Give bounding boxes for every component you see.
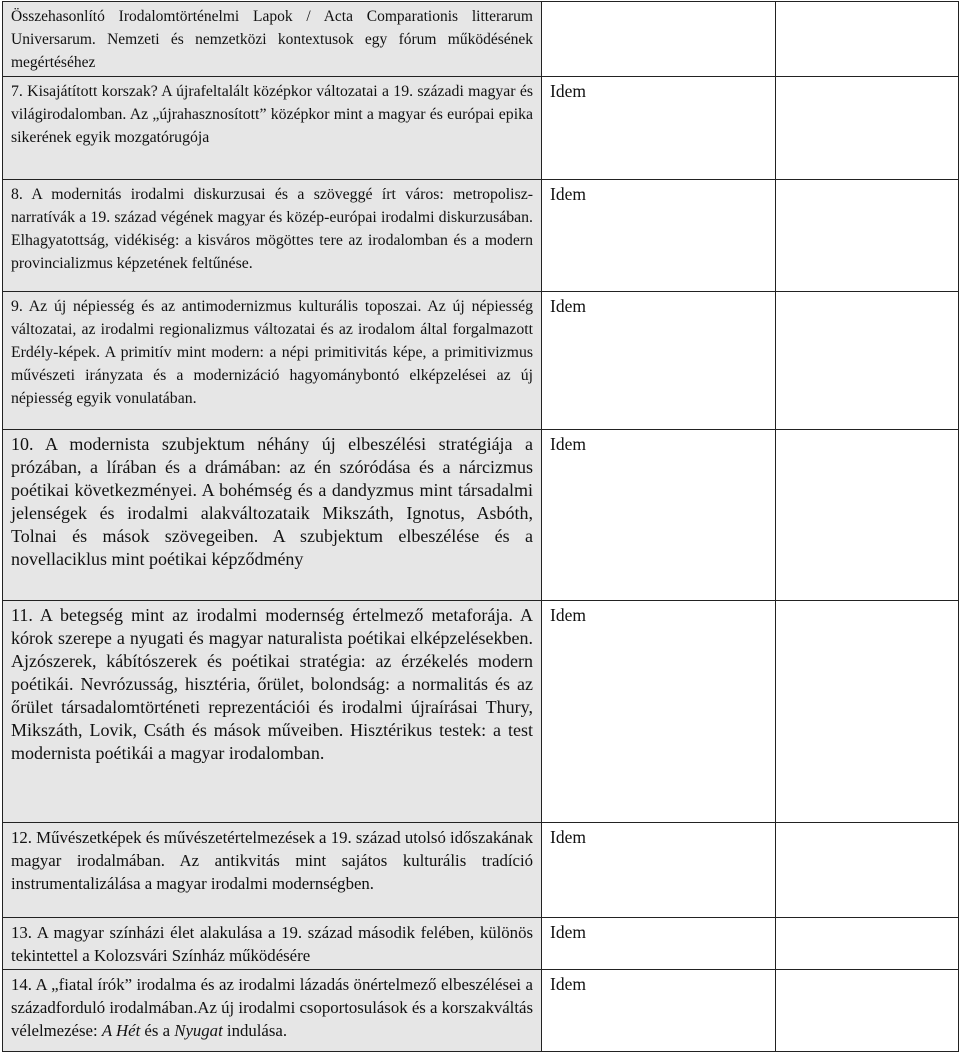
table-row [3,180,959,292]
empty-cell [776,77,959,180]
journal-title-nyugat: Nyugat [174,1021,223,1040]
journal-title-a-het: A Hét [101,1021,141,1040]
topic-cell: 13. A magyar színházi élet alakulása a 19. század második felében, különös tekintettel a Kolozsvári Színház működésére [3,918,542,970]
empty-cell [776,970,959,1052]
topic-cell: 11. A betegség mint az irodalmi modernség értelmező metaforája. A kórok szerepe a nyugati és magyar naturalista poétikai elképzelésekben. Ajzószerek, kábítószerek és poétikai stratégia: az érzékelés modern poétikái. Nevrózusság, hisztéria, őrület, bolondság: a normalitás és az őrület társadalomtörténeti reprezentációi és irodalmi újraírásai Thury, Mikszáth, Lovik, Csáth és mások műveiben. Hisztérikus testek: a test modernista poétikái a magyar irodalomban. [3,601,542,823]
reference-cell: Idem [542,430,776,601]
table-row [3,430,959,601]
topic-text: és a [140,1021,175,1040]
topic-cell: 10. A modernista szubjektum néhány új elbeszélési stratégiája a prózában, a lírában és a drámában: az én szóródása és a nárcizmus poétikai következményei. A bohémség és a dandyzmus mint társadalmi jelenségek és irodalmi alakváltozataik Mikszáth, Ignotus, Asbóth, Tolnai és mások szövegeiben. A szubjektum elbeszélése és a novellaciklus mint poétikai képződmény [3,430,542,601]
reference-cell: Idem [542,77,776,180]
empty-cell [776,823,959,918]
topic-cell: 7. Kisajátított korszak? A újrafeltalált középkor változatai a 19. századi magyar és világirodalomban. Az „újrahasznosított” középkor mint a magyar és európai epika sikerének egyik mozgatórugója [3,77,542,180]
syllabus-table [2,1,959,1052]
empty-cell [776,2,959,77]
reference-cell: Idem [542,601,776,823]
reference-cell: Idem [542,970,776,1052]
reference-cell: Idem [542,918,776,970]
reference-cell: Idem [542,823,776,918]
empty-cell [776,430,959,601]
topic-cell: 12. Művészetképek és művészetértelmezések a 19. század utolsó időszakának magyar irodalmában. Az antikvitás mint sajátos kulturális tradíció instrumentalizálása a magyar irodalmi modernségben. [3,823,542,918]
table-row [3,601,959,823]
reference-cell: Idem [542,180,776,292]
reference-cell: Idem [542,292,776,430]
table-row [3,970,959,1052]
empty-cell [776,918,959,970]
topic-text: indulása. [222,1021,288,1040]
empty-cell [776,180,959,292]
table-row [3,918,959,970]
topic-cell: Összehasonlító Irodalomtörténelmi Lapok / Acta Comparationis litterarum Universarum. Nemzeti és nemzetközi kontextusok egy fórum működésének megértéséhez [3,2,542,77]
topic-cell [3,970,542,1052]
table-row [3,292,959,430]
topic-cell: 9. Az új népiesség és az antimodernizmus kulturális toposzai. Az új népiesség változatai, az irodalmi regionalizmus változatai és az irodalom által forgalmazott Erdély-képek. A primitív mint modern: a népi primitivitás képe, a primitivizmus művészeti irányzata és a modernizáció hagyománybontó elképzelései az új népiesség egyik vonulatában. [3,292,542,430]
empty-cell [776,292,959,430]
reference-cell [542,2,776,77]
topic-text: 14. A „fiatal írók” irodalma és az irodalmi lázadás önértelmező elbeszélései a századforduló irodalmában.Az új irodalmi csoportosulások és a korszakváltás vélelmezése: [11,975,533,1040]
table-row [3,823,959,918]
empty-cell [776,601,959,823]
table-row [3,2,959,77]
topic-cell: 8. A modernitás irodalmi diskurzusai és a szöveggé írt város: metropolisz-narratívák a 19. század végének magyar és közép-európai irodalmi diskurzusában. Elhagyatottság, vidékiség: a kisváros mögöttes tere az irodalomban és a modern provincializmus képzetének feltűnése. [3,180,542,292]
table-row [3,77,959,180]
